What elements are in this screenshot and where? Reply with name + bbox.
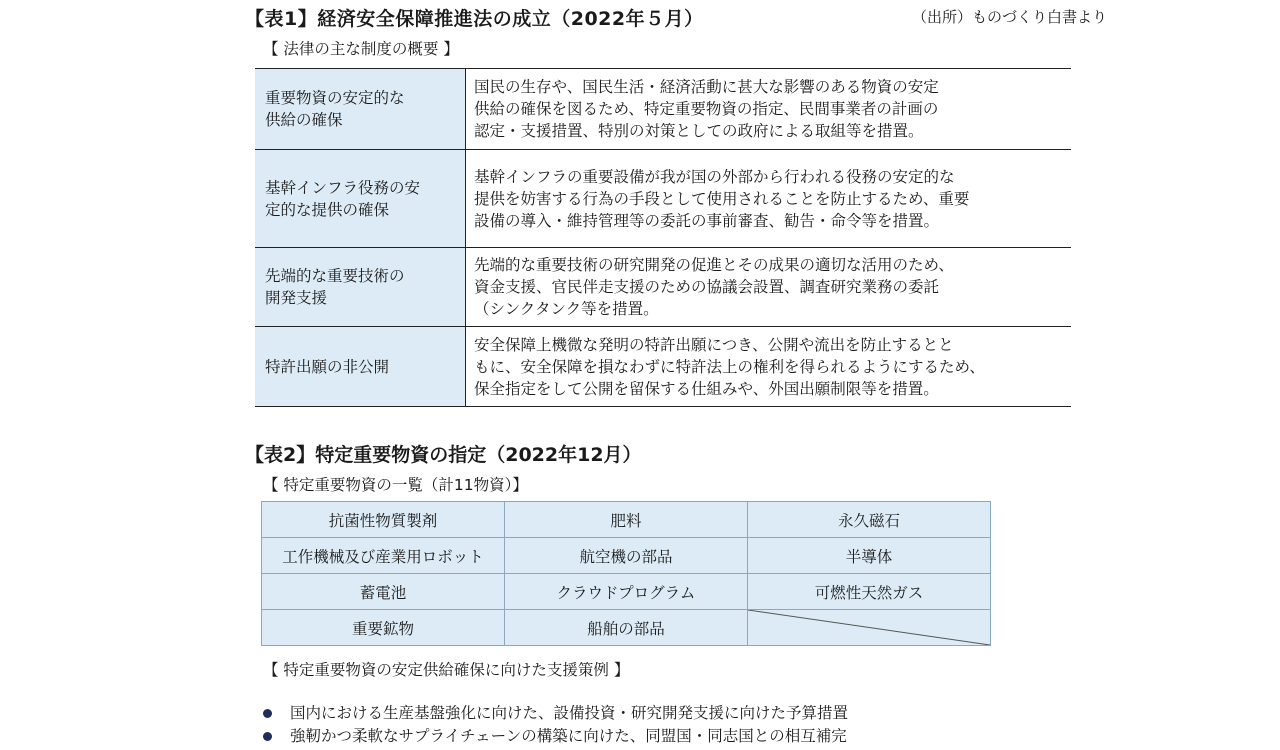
source-note: （出所）ものづくり白書より	[912, 8, 1108, 26]
bullet-icon	[263, 732, 272, 741]
table2-title: 【表2】特定重要物資の指定（2022年12月）	[245, 444, 642, 466]
row-detail: 安全保障上機微な発明の特許出願につき、公開や流出を防止するとと もに、安全保障を損なわずに特許法上の権利を得られるようにするため、 保全指定をして公開を留保する仕組みや、外国出願制限等を措置。	[474, 335, 985, 398]
table-cell: 工作機械及び産業用ロボット	[262, 538, 505, 574]
row-detail: 先端的な重要技術の研究開発の促進とその成果の適切な活用のため、 資金支援、官民伴走支援のための協議会設置、調査研究業務の委託 （シンクタンク等を措置。	[474, 256, 954, 318]
table1-subtitle: 【 法律の主な制度の概要 】	[263, 40, 459, 58]
row-heading: 特許出願の非公開	[255, 327, 466, 407]
table-cell: 半導体	[748, 538, 991, 574]
table-row	[262, 610, 991, 646]
row-detail: 国民の生存や、国民生活・経済活動に甚大な影響のある物資の安定 供給の確保を図るため、特定重要物資の指定、民間事業者の計画の 認定・支援措置、特別の対策としての政府による取組等を措置。	[474, 78, 939, 140]
table-cell: 船舶の部品	[505, 610, 748, 646]
table-cell: 肥料	[505, 502, 748, 538]
table-row	[262, 574, 991, 610]
list-item: 強靭かつ柔軟なサプライチェーンの構築に向けた、同盟国・同志国との相互補完	[263, 725, 848, 748]
table-cell: 永久磁石	[748, 502, 991, 538]
diagonal-line	[748, 610, 990, 645]
table-row	[255, 150, 1071, 248]
table-cell: 可燃性天然ガス	[748, 574, 991, 610]
table-row	[255, 69, 1071, 150]
table-cell: 蓄電池	[262, 574, 505, 610]
list-item: 国内における生産基盤強化に向けた、設備投資・研究開発支援に向けた予算措置	[263, 702, 848, 725]
row-heading: 先端的な重要技術の 開発支援	[255, 248, 466, 327]
table-row	[255, 327, 1071, 407]
table1-title: 【表1】経済安全保障推進法の成立（2022年５月）	[245, 8, 704, 30]
table-row	[262, 502, 991, 538]
law-overview-table	[255, 68, 1071, 407]
row-heading: 重要物資の安定的な 供給の確保	[255, 69, 466, 150]
table-cell: 重要鉱物	[262, 610, 505, 646]
support-list	[263, 702, 848, 748]
row-detail: 基幹インフラの重要設備が我が国の外部から行われる役務の安定的な 提供を妨害する行為の手段として使用されることを防止するため、重要 設備の導入・維持管理等の委託の事前審査、勧告・命令等を措置。	[474, 167, 970, 230]
support-subtitle: 【 特定重要物資の安定供給確保に向けた支援策例 】	[263, 661, 630, 679]
table-cell: 抗菌性物質製剤	[262, 502, 505, 538]
row-heading: 基幹インフラ役務の安 定的な提供の確保	[255, 150, 466, 248]
table-cell: 航空機の部品	[505, 538, 748, 574]
bullet-icon	[263, 709, 272, 718]
table-row	[262, 538, 991, 574]
critical-materials-table	[261, 501, 991, 646]
table-cell: クラウドプログラム	[505, 574, 748, 610]
table2-subtitle: 【 特定重要物資の一覧（計11物資）】	[263, 476, 528, 494]
table-row	[255, 248, 1071, 327]
empty-cell	[748, 610, 991, 646]
